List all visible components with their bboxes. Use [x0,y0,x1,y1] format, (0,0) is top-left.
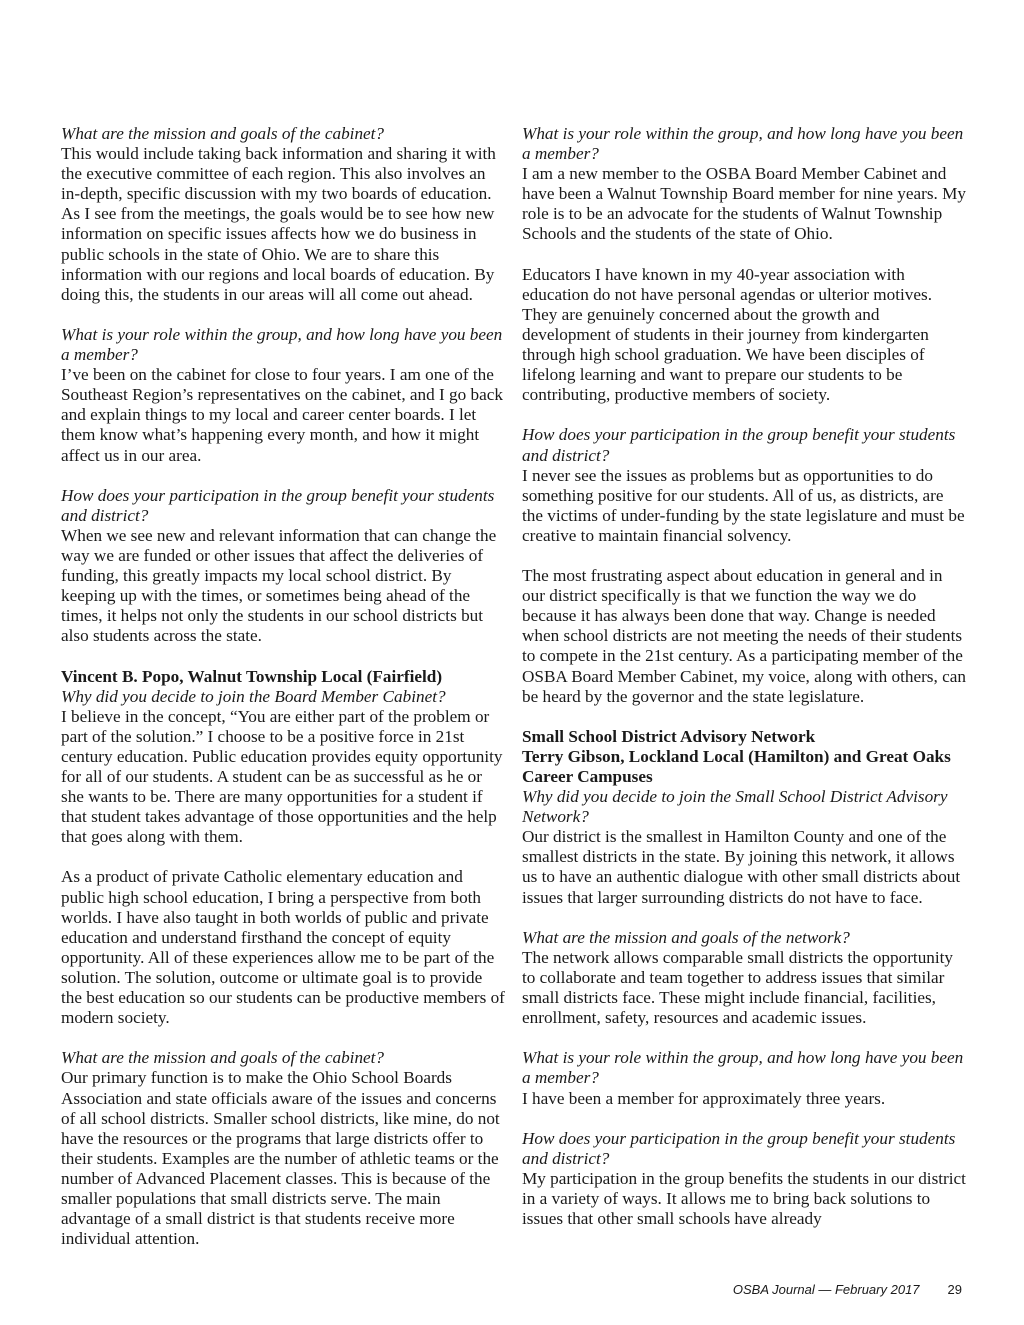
section-heading: Terry Gibson, Lockland Local (Hamilton) and Great Oaks Career Campuses [522,746,951,786]
question: What are the mission and goals of the cabinet? [61,124,385,143]
left-column [61,124,507,1249]
answer-paragraph: When we see new and relevant information that can change the way we are funded or other issues that affect the deliveries of funding, this greatly impacts my local school district. By keeping up with the times, or sometimes being ahead of the times, it helps not only the students in our school districts but also students across the state. [61,525,497,646]
question: What is your role within the group, and how long have you been a member? [522,1048,964,1088]
answer-paragraph: Our primary function is to make the Ohio School Boards Association and state officials aware of the issues and concerns of all school districts. Smaller school districts, like mine, do not have the resources or the programs that large districts offer to their students. Examples are the number of athletic teams or the number of Advanced Placement classes. This is because of the smaller populations that small districts serve. The main advantage of a small district is that students receive more individual attention. [61,1068,500,1249]
answer-paragraph: Our district is the smallest in Hamilton County and one of the smallest districts in the state. By joining this network, it allows us to have an authentic dialogue with other small districts about issues that larger surrounding districts do not have to face. [522,827,961,907]
answer-paragraph: My participation in the group benefits the students in our district in a variety of ways. It allows me to bring back solutions to issues that other small schools have already [522,1168,966,1229]
answer-paragraph: I believe in the concept, “You are either part of the problem or part of the solution.” I choose to be a positive force in 21st century education. Public education provides equity opportunity for all of our students. A student can be as successful as he or she wants to be. There are many opportunities for a student if that student takes advantage of those opportunities and the help that goes along with them. [61,706,503,847]
question: How does your participation in the group benefit your students and district? [61,485,495,525]
answer-paragraph: I’ve been on the cabinet for close to four years. I am one of the Southeast Region’s representatives on the cabinet, and I go back and explain things to my local and career center boards. I let them know what’s happening every month, and how it might affect us in our area. [61,365,503,465]
question: Why did you decide to join the Board Member Cabinet? [61,686,446,706]
question: What is your role within the group, and how long have you been a member? [522,124,964,164]
question: Why did you decide to join the Small School District Advisory Network? [522,787,948,827]
answer-paragraph: The network allows comparable small districts the opportunity to collaborate and team together to address issues that similar small districts face. These might include financial, facilities, enrollment, safety, resources and academic issues. [522,947,954,1028]
answer-paragraph: I never see the issues as problems but as opportunities to do something positive for our students. All of us, as districts, are the victims of under-funding by the state legislature and must be creative to maintain financial solvency. [522,465,965,545]
answer-paragraph: This would include taking back information and sharing it with the executive committee of each region. This also involves an in-depth, specific discussion with my two boards of education. As I see from the meetings, the goals would be to see how new information on specific issues affects how we do business in public schools in the state of Ohio. We are to share this information with our regions and local boards of education. By doing this, the students in our areas will all come out ahead. [61,144,496,304]
section-heading: Small School District Advisory Network [522,726,816,746]
question: How does your participation in the group benefit your students and district? [522,1128,956,1168]
answer-paragraph: Educators I have known in my 40-year association with education do not have personal agendas or ulterior motives. They are genuinely concerned about the growth and development of students in their journey from kindergarten through high school graduation. We have been disciples of lifelong learning and want to prepare our students to be contributing, productive members of society. [522,264,932,405]
question: What is your role within the group, and how long have you been a member? [61,324,503,365]
journal-title: OSBA Journal — February 2017 [732,1282,920,1297]
answer-paragraph: The most frustrating aspect about education in general and in our district specifically is that we function the way we do because it has always been done that way. Change is needed when school districts are not meeting the needs of their students to compete in the 21st century. As a participating member of the OSBA Board Member Cabinet, my voice, along with others, can be heard by the governor and the state legislature. [522,566,966,706]
question: What are the mission and goals of the cabinet? [61,1048,385,1068]
section-heading: Vincent B. Popo, Walnut Township Local (Fairfield) [61,666,443,686]
question: How does your participation in the group benefit your students and district? [522,425,956,465]
answer-paragraph: As a product of private Catholic elementary education and public high school education, I bring a perspective from both worlds. I have also taught in both worlds of public and private education and understand firsthand the concept of equity opportunity. All of these experiences allow me to be part of the solution. The solution, outcome or ultimate goal is to provide the best education so our students can be productive members of modern society. [61,867,505,1028]
right-column [522,124,968,1229]
answer-paragraph: I am a new member to the OSBA Board Member Cabinet and have been a Walnut Township Board member for nine years. My role is to be an advocate for the students of Walnut Township Schools and the students of the state of Ohio. [522,164,967,244]
page-number: 29 [947,1282,962,1297]
answer-paragraph: I have been a member for approximately three years. [522,1088,886,1108]
question: What are the mission and goals of the network? [522,927,850,947]
page-footer [700,1282,962,1297]
